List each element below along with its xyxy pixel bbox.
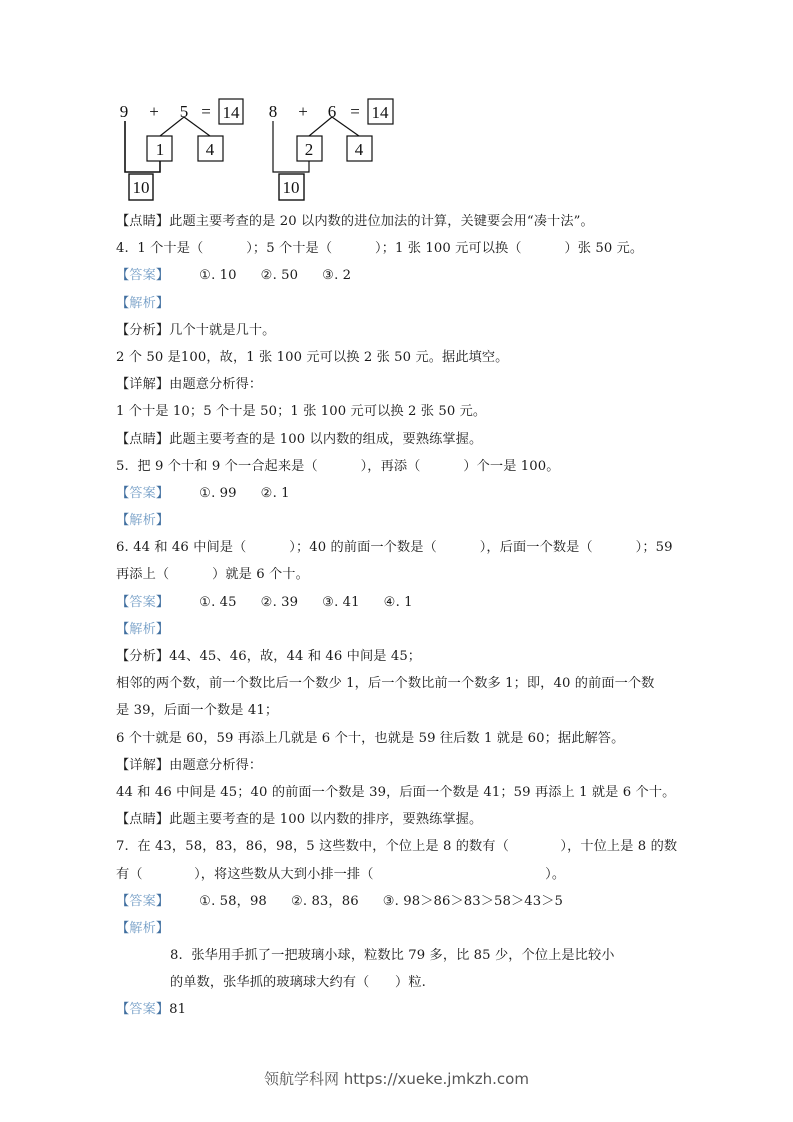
addend-a: 8: [268, 102, 278, 121]
answer-item: ③. 41: [322, 594, 360, 610]
footer-watermark: 领航学科网 https://xueke.jmkzh.com: [264, 1070, 529, 1088]
q4-xiangjie: 【详解】由题意分析得：: [116, 377, 263, 393]
answer-item: ③. 2: [322, 268, 352, 284]
q6-fenxi: 【分析】44、45、46，故，44 和 46 中间是 45；: [116, 649, 422, 664]
q7-jiexi-label: [116, 915, 678, 942]
q8-question-line-1: 8. 张华用手抓了一把玻璃小球，粒数比 79 多，比 85 少，个位上是比较小: [170, 948, 615, 964]
daan-label: 【答案】: [116, 594, 170, 610]
q5-jiexi-label: [116, 507, 678, 534]
q4-fenxi: 【分析】几个十就是几十。: [116, 322, 276, 338]
q4-fenxi-2: 2 个 50 是100，故，1 张 100 元可以换 2 张 50 元。据此填空。: [116, 349, 509, 365]
answer-item: ②. 83，86: [290, 893, 359, 909]
split-box-2: 4: [354, 140, 364, 159]
daan-label: 【答案】: [116, 268, 170, 284]
xiangjie-label: 【详解】: [116, 757, 170, 773]
answer-value: 81: [169, 1002, 187, 1018]
split-box-1: 1: [155, 140, 165, 159]
q4-xiangjie-2: 1 个十是 10；5 个十是 50；1 张 100 元可以换 2 张 50 元。: [116, 404, 487, 420]
plus-sign: +: [298, 102, 308, 121]
addend-a: 9: [119, 102, 129, 121]
answer-item: ③. 98＞86＞83＞58＞43＞5: [382, 893, 564, 909]
q6-jiexi-label: [116, 616, 678, 643]
q6-fenxi-3: 是 39，后面一个数是 41；: [116, 703, 279, 719]
dianjing-label: 【点睛】: [116, 431, 170, 447]
jiexi-label: 【解析】: [116, 295, 170, 311]
dianjing-label: 【点睛】: [116, 812, 170, 828]
jiexi-label: 【解析】: [116, 920, 170, 936]
q4-answer: [116, 262, 678, 289]
answer-item: ②. 50: [260, 268, 299, 284]
answer-item: ①. 10: [199, 268, 237, 284]
q7-question-line-1: 7. 在 43，58，83，86，98，5 这些数中，个位上是 8 的数有（ ），十位上是 8 的数: [116, 839, 678, 855]
fenxi-label: 【分析】: [116, 649, 170, 664]
jiexi-label: 【解析】: [116, 621, 170, 637]
result-box: 14: [371, 103, 389, 122]
answer-item: ①. 99: [199, 485, 237, 501]
document-body: [116, 208, 678, 1024]
xiangjie-label: 【详解】: [116, 377, 170, 393]
equals-sign: =: [201, 102, 211, 121]
fenxi-label: 【分析】: [116, 322, 170, 338]
split-box-1: 2: [304, 140, 314, 159]
q6-fenxi-4: 6 个十就是 60，59 再添上几就是 6 个十，也就是 59 往后数 1 就是 60；据此解答。: [116, 730, 625, 746]
q6-question-line-1: 6. 44 和 46 中间是（ ）；40 的前面一个数是（ ），后面一个数是（ ）；59: [116, 540, 673, 556]
answer-item: ①. 58，98: [199, 893, 267, 909]
ten-box: 10: [132, 178, 150, 197]
q6-fenxi-2: 相邻的两个数，前一个数比后一个数少 1，后一个数比前一个数多 1；即，40 的前面一个数: [116, 676, 655, 692]
q8-question-line-2: 的单数，张华抓的玻璃球大约有（ ）粒.: [170, 975, 426, 991]
jiexi-label: 【解析】: [116, 513, 170, 529]
q6-dianjing: 【点睛】此题主要考查的是 100 以内数的排序，要熟练掌握。: [116, 812, 483, 828]
equals-sign: =: [350, 102, 360, 121]
answer-item: ②. 39: [260, 594, 299, 610]
answer-item: ①. 45: [199, 594, 237, 610]
q4-jiexi-label: [116, 290, 678, 317]
q5-answer: [116, 480, 678, 507]
q6-xiangjie-2: 44 和 46 中间是 45；40 的前面一个数是 39，后面一个数是 41；59 再添上 1 就是 6 个十。: [116, 784, 676, 800]
dianjing-label: 【点睛】: [116, 214, 170, 229]
diagram-left-text: [120, 102, 240, 197]
answer-item: ④. 1: [383, 594, 413, 610]
diagram-right-text: [269, 102, 389, 197]
addend-b: 6: [327, 102, 337, 121]
q5-question: 5. 把 9 个十和 9 个一合起来是（ ），再添（ ）个一是 100。: [116, 458, 560, 474]
daan-label: 【答案】: [116, 893, 170, 909]
daan-label: 【答案】: [116, 485, 170, 501]
daan-label: 【答案】: [116, 1002, 170, 1018]
q7-answer: [116, 888, 678, 915]
q7-question-line-2: 有（ ），将这些数从大到小排一排（ ）。: [116, 866, 566, 882]
q4-question: 4. 1 个十是（ ）；5 个十是（ ）；1 张 100 元可以换（ ）张 50 元。: [116, 241, 644, 257]
make-ten-diagram: [100, 90, 420, 210]
answer-item: ②. 1: [260, 485, 290, 501]
ten-box: 10: [282, 178, 300, 197]
q3-dianjing: 【点睛】此题主要考查的是 20 以内数的进位加法的计算，关键要会用“凑十法”。: [116, 214, 594, 229]
plus-sign: +: [149, 102, 159, 121]
result-box: 14: [222, 103, 240, 122]
q8-answer: [116, 996, 678, 1023]
q6-xiangjie: 【详解】由题意分析得：: [116, 757, 263, 773]
addend-b: 5: [179, 102, 189, 121]
q6-answer: [116, 589, 678, 616]
q4-dianjing: 【点睛】此题主要考查的是 100 以内数的组成，要熟练掌握。: [116, 431, 483, 447]
split-box-2: 4: [205, 140, 215, 159]
q6-question-line-2: 再添上（ ）就是 6 个十。: [116, 567, 309, 583]
